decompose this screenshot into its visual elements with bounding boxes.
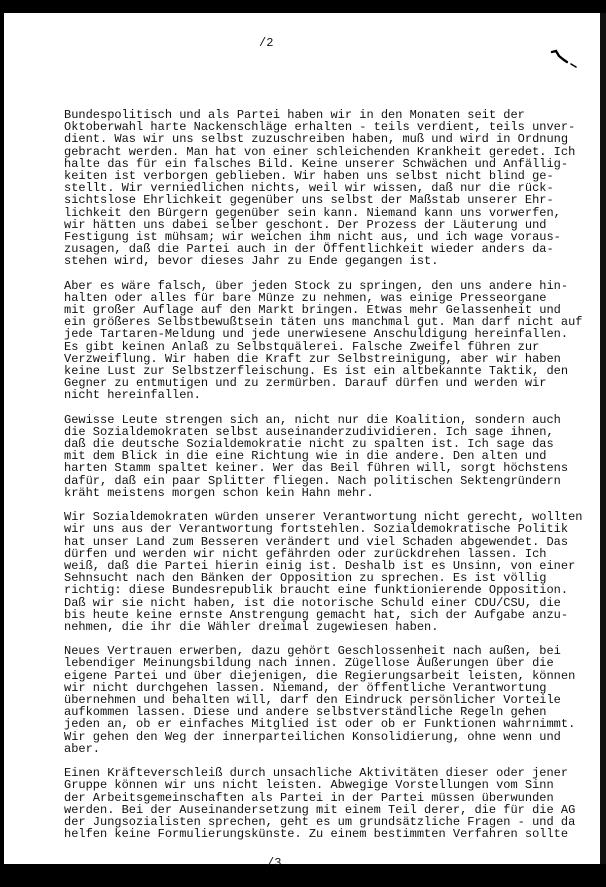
text-line: jeden an, ob er einfaches Mitglied ist oder ob er Funktionen wahrnimmt. <box>64 717 576 732</box>
text-line: keine Lust zur Selbstzerfleischung. Es ist ein altbekannte Taktik, den <box>64 363 569 378</box>
text-line: stehen wird, bevor dieses Jahr zu Ende gegangen ist. <box>64 254 439 269</box>
text-line: nehmen, die ihr die Wähler dreimal zugewiesen haben. <box>64 619 439 634</box>
handwritten-mark-icon <box>550 48 580 78</box>
paragraph <box>64 414 604 499</box>
text-line: helfen keine Formulierungskünste. Zu einem bestimmten Verfahren sollte <box>64 827 569 842</box>
text-line: daß die deutsche Sozialdemokratie nicht zu spalten ist. Ich sage das <box>64 437 554 452</box>
text-line: Wir Sozialdemokraten würden unserer Verantwortung nicht gerecht, wollten <box>64 510 583 525</box>
text-line: bis heute keine ernste Anstrengung gemacht hat, sich der Aufgabe anzu- <box>64 607 569 622</box>
document-body <box>64 109 604 852</box>
text-line: halte das für ein falsches Bild. Keine unserer Schwächen und Anfällig- <box>64 156 569 171</box>
text-line: Aber es wäre falsch, über jeden Stock zu springen, den uns andere hin- <box>64 278 569 293</box>
text-line: der Arbeitsgemeinschaften als Partei in der Partei müssen überwunden <box>64 790 554 805</box>
text-line: keiten ist verborgen geblieben. Wir haben uns selbst nicht blind ge- <box>64 168 554 183</box>
text-line: wir uns aus der Verantwortung fortstehlen. Sozialdemokratische Politik <box>64 522 569 537</box>
text-line: hat unser Land zum Besseren verändert und viel Schaden abgewendet. Das <box>64 534 569 549</box>
text-line: kräht meistens morgen schon kein Hahn mehr. <box>64 485 374 500</box>
text-line: Gruppe können wir uns nicht leisten. Abwegige Vorstellungen vom Sinn <box>64 778 554 793</box>
paragraph <box>64 645 604 755</box>
header-page-number: /2 <box>259 36 274 50</box>
text-line: richtig: diese Bundesrepublik braucht eine funktionierende Opposition. <box>64 583 569 598</box>
text-line: Gegner zu entmutigen und zu zermürben. Darauf dürfen und werden wir <box>64 376 547 391</box>
text-line: nicht hereinfallen. <box>64 388 201 403</box>
text-line: Neues Vertrauen erwerben, dazu gehört Geschlossenheit nach außen, bei <box>64 644 561 659</box>
paragraph <box>64 280 604 402</box>
text-line: wir nicht durchgehen lassen. Niemand, der öffentliche Verantwortung <box>64 680 547 695</box>
text-line: Bundespolitisch und als Partei haben wir in den Monaten seit der <box>64 108 525 122</box>
text-line: dient. Was wir uns selbst zuzuschreiben haben, muß und wird in Ordnung <box>64 132 569 147</box>
text-line: wir hätten uns dabei selber geschont. Der Prozess der Läuterung und <box>64 217 547 232</box>
text-line: stellt. Wir verniedlichen nichts, weil wir wissen, daß nur die rück- <box>64 181 554 196</box>
text-line: Festigung ist mühsam; wir weichen ihm nicht aus, und ich wage voraus- <box>64 229 561 244</box>
paragraph <box>64 767 604 840</box>
text-line: aber. <box>64 741 101 756</box>
text-line: übernehmen und behalten will, darf den Eindruck persönlicher Vorteile <box>64 693 561 707</box>
text-line: Es gibt keinen Anlaß zu Selbstquälerei. Falsche Zweifel führen zur <box>64 339 540 354</box>
text-line: dürfen und werden wir nicht gefährden oder zurückdrehen lassen. Ich <box>64 546 547 561</box>
text-line: ein größeres Selbstbewußtsein täten uns manchmal gut. Man darf nicht auf <box>64 315 583 330</box>
text-line: Wir gehen den Weg der innerparteilichen Konsolidierung, ohne wenn und <box>64 729 561 744</box>
text-line: Oktoberwahl harte Nackenschläge erhalten - teils verdient, teils unver- <box>64 120 576 135</box>
text-line: mit dem Blick in die eine Richtung wie in die andere. Den alten und <box>64 449 547 464</box>
text-line: eigene Partei und über diejenigen, die Regierungsarbeit leisten, können <box>64 668 576 683</box>
text-line: der Jungsozialisten sprechen, geht es um grundsätzliche Fragen - und da <box>64 814 576 829</box>
text-line: jede Tartaren-Meldung und jede unerwiesene Anschuldigung hereinfallen. <box>64 327 569 342</box>
footer-page-number: /3 <box>267 856 282 870</box>
paragraph <box>64 109 604 267</box>
document-page <box>4 13 600 870</box>
text-line: dafür, daß ein paar Splitter fliegen. Nach politischen Sektengründern <box>64 473 561 488</box>
text-line: sichtslose Ehrlichkeit gegenüber uns selbst der Maßstab unserer Ehr- <box>64 193 554 208</box>
text-line: halten oder alles für bare Münze zu nehmen, was einige Presseorgane <box>64 290 547 305</box>
paragraph <box>64 511 604 633</box>
text-line: lichkeit den Bürgern gegenüber sein kann. Niemand kann uns vorwerfen, <box>64 205 561 220</box>
text-line: Einen Kräfteverschleiß durch unsachliche Aktivitäten dieser oder jener <box>64 766 569 781</box>
text-line: Daß wir sie nicht haben, ist die notorische Schuld einer CDU/CSU, die <box>64 595 561 610</box>
scan-edge <box>600 13 606 864</box>
text-line: werden. Bei der Auseinandersetzung mit einem Teil derer, die für die AG <box>64 802 576 817</box>
text-line: lebendiger Meinungsbildung nach innen. Zügellose Äußerungen über die <box>64 656 554 671</box>
text-line: gebracht werden. Man hat von einer schleichenden Krankheit geredet. Ich <box>64 144 576 159</box>
text-line: aufkommen lassen. Diese und andere selbstverständliche Regeln gehen <box>64 705 547 720</box>
text-line: harten Stamm spaltet keiner. Wer das Beil führen will, sorgt höchstens <box>64 461 569 476</box>
text-line: mit großer Auflage auf den Markt bringen. Etwas mehr Gelassenheit und <box>64 303 561 317</box>
text-line: zusagen, daß die Partei auch in der Öffentlichkeit wieder anders da- <box>64 242 554 257</box>
text-line: Sehnsucht nach den Bänken der Opposition zu sprechen. Es ist völlig <box>64 571 547 586</box>
text-line: die Sozialdemokraten selbst auseinanderzudividieren. Ich sage ihnen, <box>64 424 554 439</box>
text-line: Verzweiflung. Wir haben die Kraft zur Selbstreinigung, aber wir haben <box>64 351 561 366</box>
text-line: weiß, daß die Partei hierin einig ist. Deshalb ist es Unsinn, von einer <box>64 558 576 573</box>
text-line: Gewisse Leute strengen sich an, nicht nur die Koalition, sondern auch <box>64 412 561 427</box>
